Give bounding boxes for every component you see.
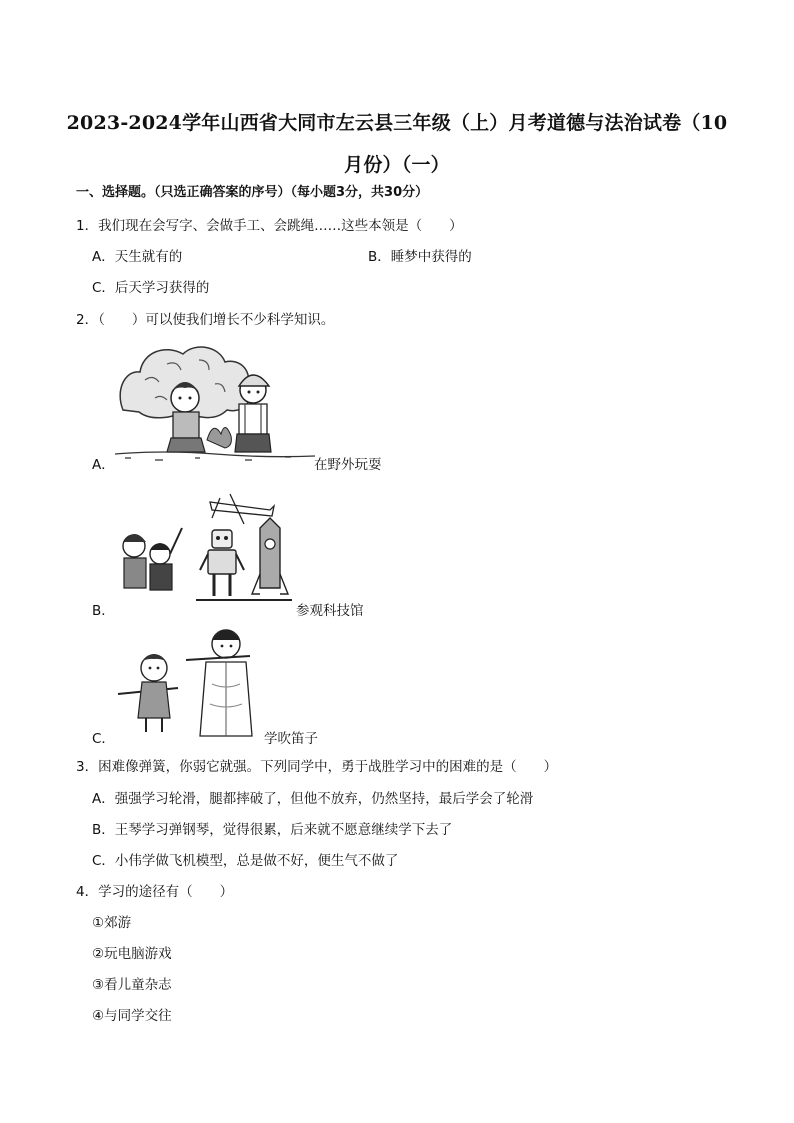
question-4-option-4: ④与同学交往	[92, 1008, 172, 1024]
question-4-option-2: ②玩电脑游戏	[92, 946, 172, 962]
question-4-option-3: ③看儿童杂志	[92, 977, 172, 993]
children-playing-outdoors-picture	[115, 340, 315, 470]
title-line-2: 月份）（一）	[344, 154, 450, 176]
visiting-science-museum-picture	[112, 484, 302, 610]
question-2-option-a-caption: 在野外玩耍	[314, 457, 382, 473]
question-2-option-a-letter: A．	[92, 457, 115, 473]
question-4-stem: 4．学习的途径有（ ）	[76, 884, 234, 900]
question-2-option-c-letter: C．	[92, 731, 115, 747]
question-4-option-1: ①郊游	[92, 915, 132, 931]
question-3-option-b: B．王琴学习弹钢琴，觉得很累，后来就不愿意继续学下去了	[92, 822, 453, 838]
question-1-option-b: B．睡梦中获得的	[368, 249, 472, 265]
question-3-stem: 3．困难像弹簧，你弱它就强。下列同学中，勇于战胜学习中的困难的是（ ）	[76, 759, 558, 775]
question-2-option-b-caption: 参观科技馆	[296, 603, 364, 619]
question-1-option-a: A．天生就有的	[92, 249, 183, 265]
learning-flute-picture	[116, 624, 266, 742]
question-2-stem: 2．（ ）可以使我们增长不少科学知识。	[76, 312, 335, 328]
title-line-1: 2023-2024学年山西省大同市左云县三年级（上）月考道德与法治试卷（10	[66, 112, 728, 134]
question-2-option-c-caption: 学吹笛子	[264, 731, 318, 747]
question-1-option-c: C．后天学习获得的	[92, 280, 210, 296]
question-1-stem: 1．我们现在会写字、会做手工、会跳绳……这些本领是（ ）	[76, 218, 463, 234]
section-heading: 一、选择题。（只选正确答案的序号）（每小题3分，共30分）	[76, 185, 429, 200]
question-3-option-a: A．强强学习轮滑，腿都摔破了，但他不放弃，仍然坚持，最后学会了轮滑	[92, 791, 534, 807]
question-2-option-b-letter: B．	[92, 603, 115, 619]
question-3-option-c: C．小伟学做飞机模型，总是做不好，便生气不做了	[92, 853, 399, 869]
exam-title	[40, 102, 754, 186]
